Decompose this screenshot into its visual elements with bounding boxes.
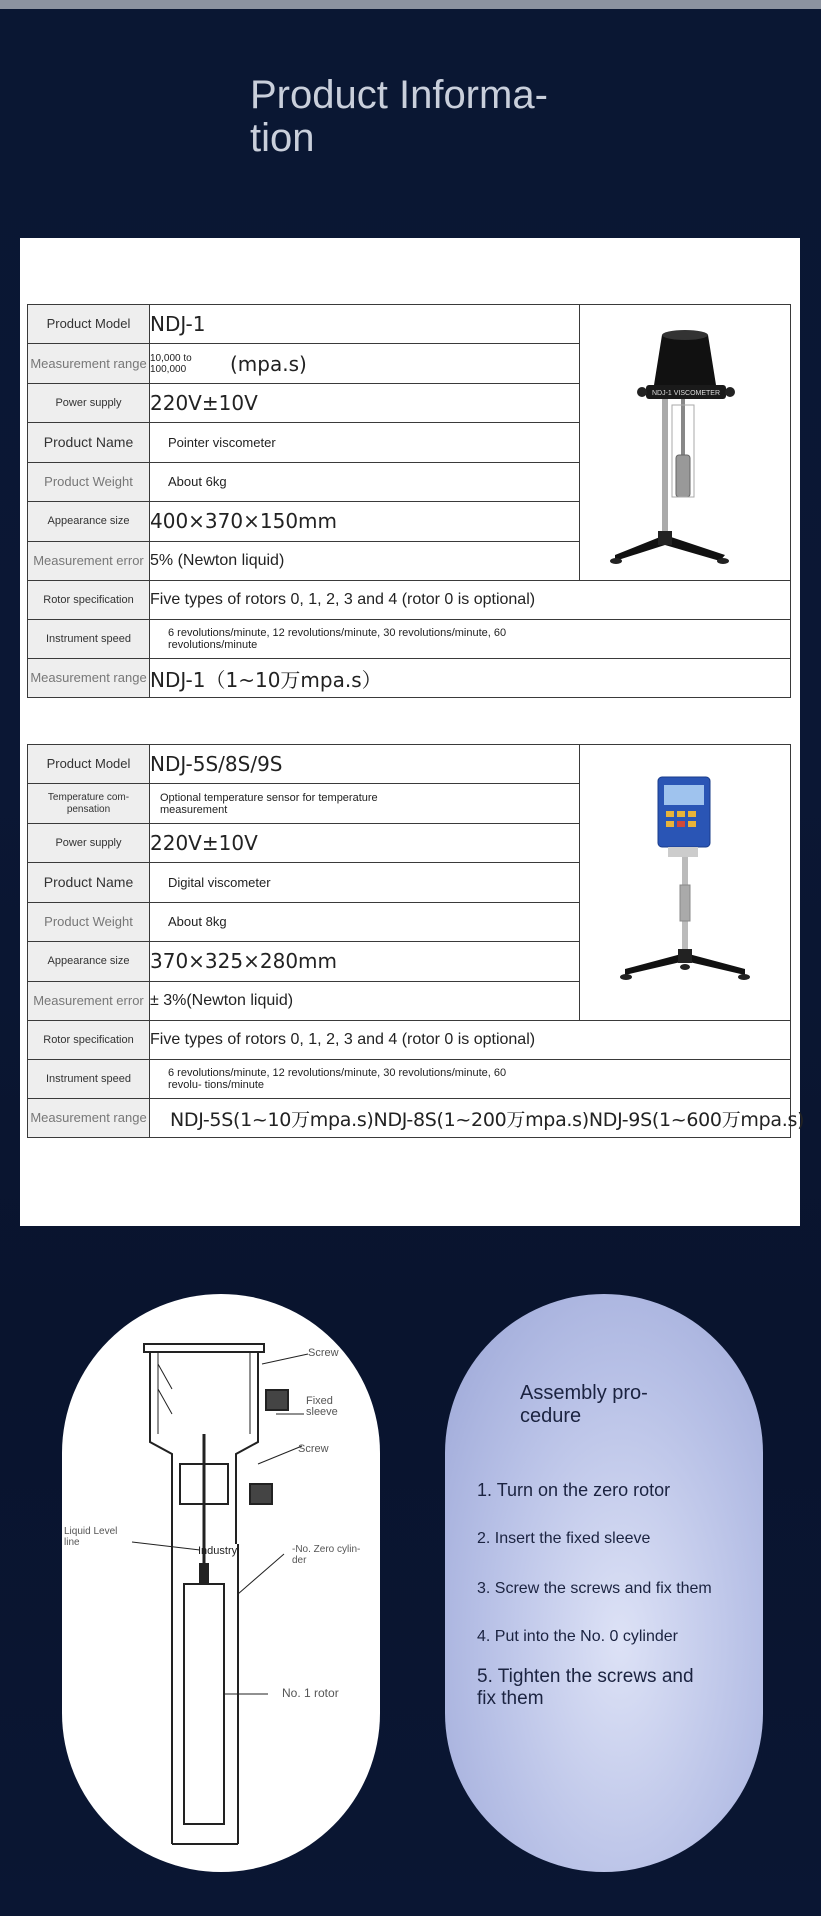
row-value: 5% (Newton liquid) [150,541,580,580]
label-screw-mid: Screw [298,1443,329,1455]
row-label: Product Name [28,863,150,902]
row-value [150,344,580,383]
product-image-cell [580,305,791,581]
label-zero-cylinder: -No. Zero cylin- der [292,1544,361,1566]
row-label: Measurement error [28,541,150,580]
label-rotor: No. 1 rotor [282,1686,339,1700]
row-label: Instrument speed [28,1060,150,1099]
table-row [28,659,791,698]
label-liquid-level: Liquid Level line [64,1526,118,1548]
row-label: Appearance size [28,942,150,981]
row-value: NDJ-1 [150,305,580,344]
assembly-step: 2. Insert the fixed sleeve [477,1530,651,1547]
row-label: Rotor specification [28,581,150,620]
assembly-diagram-panel [62,1294,380,1872]
row-value: About 8kg [150,902,580,941]
table-row [28,305,791,344]
row-label: Measurement range [28,659,150,698]
row-label: Rotor specification [28,1021,150,1060]
row-value: About 6kg [150,462,580,501]
product-image-cell [580,745,791,1021]
image-caption-text: NDJ-1 VISCOMETER [651,390,721,397]
spec-table-ndj5s [27,744,805,1138]
table-row [28,620,791,659]
row-label: Product Weight [28,902,150,941]
row-value-text: 6 revolutions/minute, 12 revolutions/minute, 30 revolutions/minute, 60 revolu- tions/minute [168,1067,507,1091]
row-label: Product Name [28,423,150,462]
table-row [28,1021,791,1060]
assembly-step: 3. Screw the screws and fix them [477,1580,712,1597]
label-industry: Industry [198,1545,238,1557]
table-row [28,1060,791,1099]
table-row [28,1099,791,1138]
row-label: Power supply [28,383,150,422]
assembly-step: 1. Turn on the zero rotor [477,1480,671,1500]
assembly-step: 4. Put into the No. 0 cylinder [477,1628,678,1645]
digital-viscometer-image [580,745,790,1015]
row-label: Power supply [28,823,150,862]
row-value: ± 3%(Newton liquid) [150,981,580,1020]
row-value [150,784,580,823]
assembly-title: Assembly pro- cedure [520,1382,648,1427]
row-value: 220V±10V [150,823,580,862]
label-fixed-sleeve: Fixed sleeve [306,1395,338,1418]
row-label: Product Model [28,745,150,784]
row-value: 220V±10V [150,383,580,422]
range-small-text: 10,000 to 100,000 [150,352,192,375]
row-value: NDJ-1（1~10万mpa.s） [150,659,791,698]
row-label: Measurement range [28,1099,150,1138]
row-value: Five types of rotors 0, 1, 2, 3 and 4 (rotor 0 is optional) [150,1021,791,1060]
row-label: Appearance size [28,502,150,541]
row-value-text: NDJ-5S(1~10万mpa.s)NDJ-8S(1~200万mpa.s)NDJ-9S(1~600万mpa.s) [170,1108,805,1131]
row-value-text: 6 revolutions/minute, 12 revolutions/minute, 30 revolutions/minute, 60 revolutions/minute [168,627,507,651]
pointer-viscometer-image [580,305,790,575]
row-value: Pointer viscometer [150,423,580,462]
table-row [28,745,791,784]
row-value: Digital viscometer [150,863,580,902]
spec-sheet [20,238,805,1226]
row-label: Measurement range [28,344,150,383]
page-title: Product Informa- tion [250,73,548,160]
row-value: NDJ-5S/8S/9S [150,745,580,784]
row-value-text: Optional temperature sensor for temperature measurement [160,791,378,816]
row-value: Five types of rotors 0, 1, 2, 3 and 4 (rotor 0 is optional) [150,581,791,620]
row-label: Product Weight [28,462,150,501]
row-value: 370×325×280mm [150,942,580,981]
table-row [28,581,791,620]
row-label: Temperature com- pensation [28,784,150,823]
row-label: Product Model [28,305,150,344]
spec-table-ndj1 [27,304,791,698]
row-label: Instrument speed [28,620,150,659]
assembly-procedure-panel [445,1294,763,1872]
row-label: Measurement error [28,981,150,1020]
range-unit-text: (mpa.s) [230,351,307,376]
assembly-step: 5. Tighten the screws and fix them [477,1666,694,1709]
viscometer-cross-section-diagram [62,1294,380,1872]
label-screw-top: Screw [308,1347,339,1359]
row-value: 400×370×150mm [150,502,580,541]
row-value [150,1099,805,1138]
row-value [150,620,791,659]
top-bar [0,0,821,9]
row-value [150,1060,791,1099]
